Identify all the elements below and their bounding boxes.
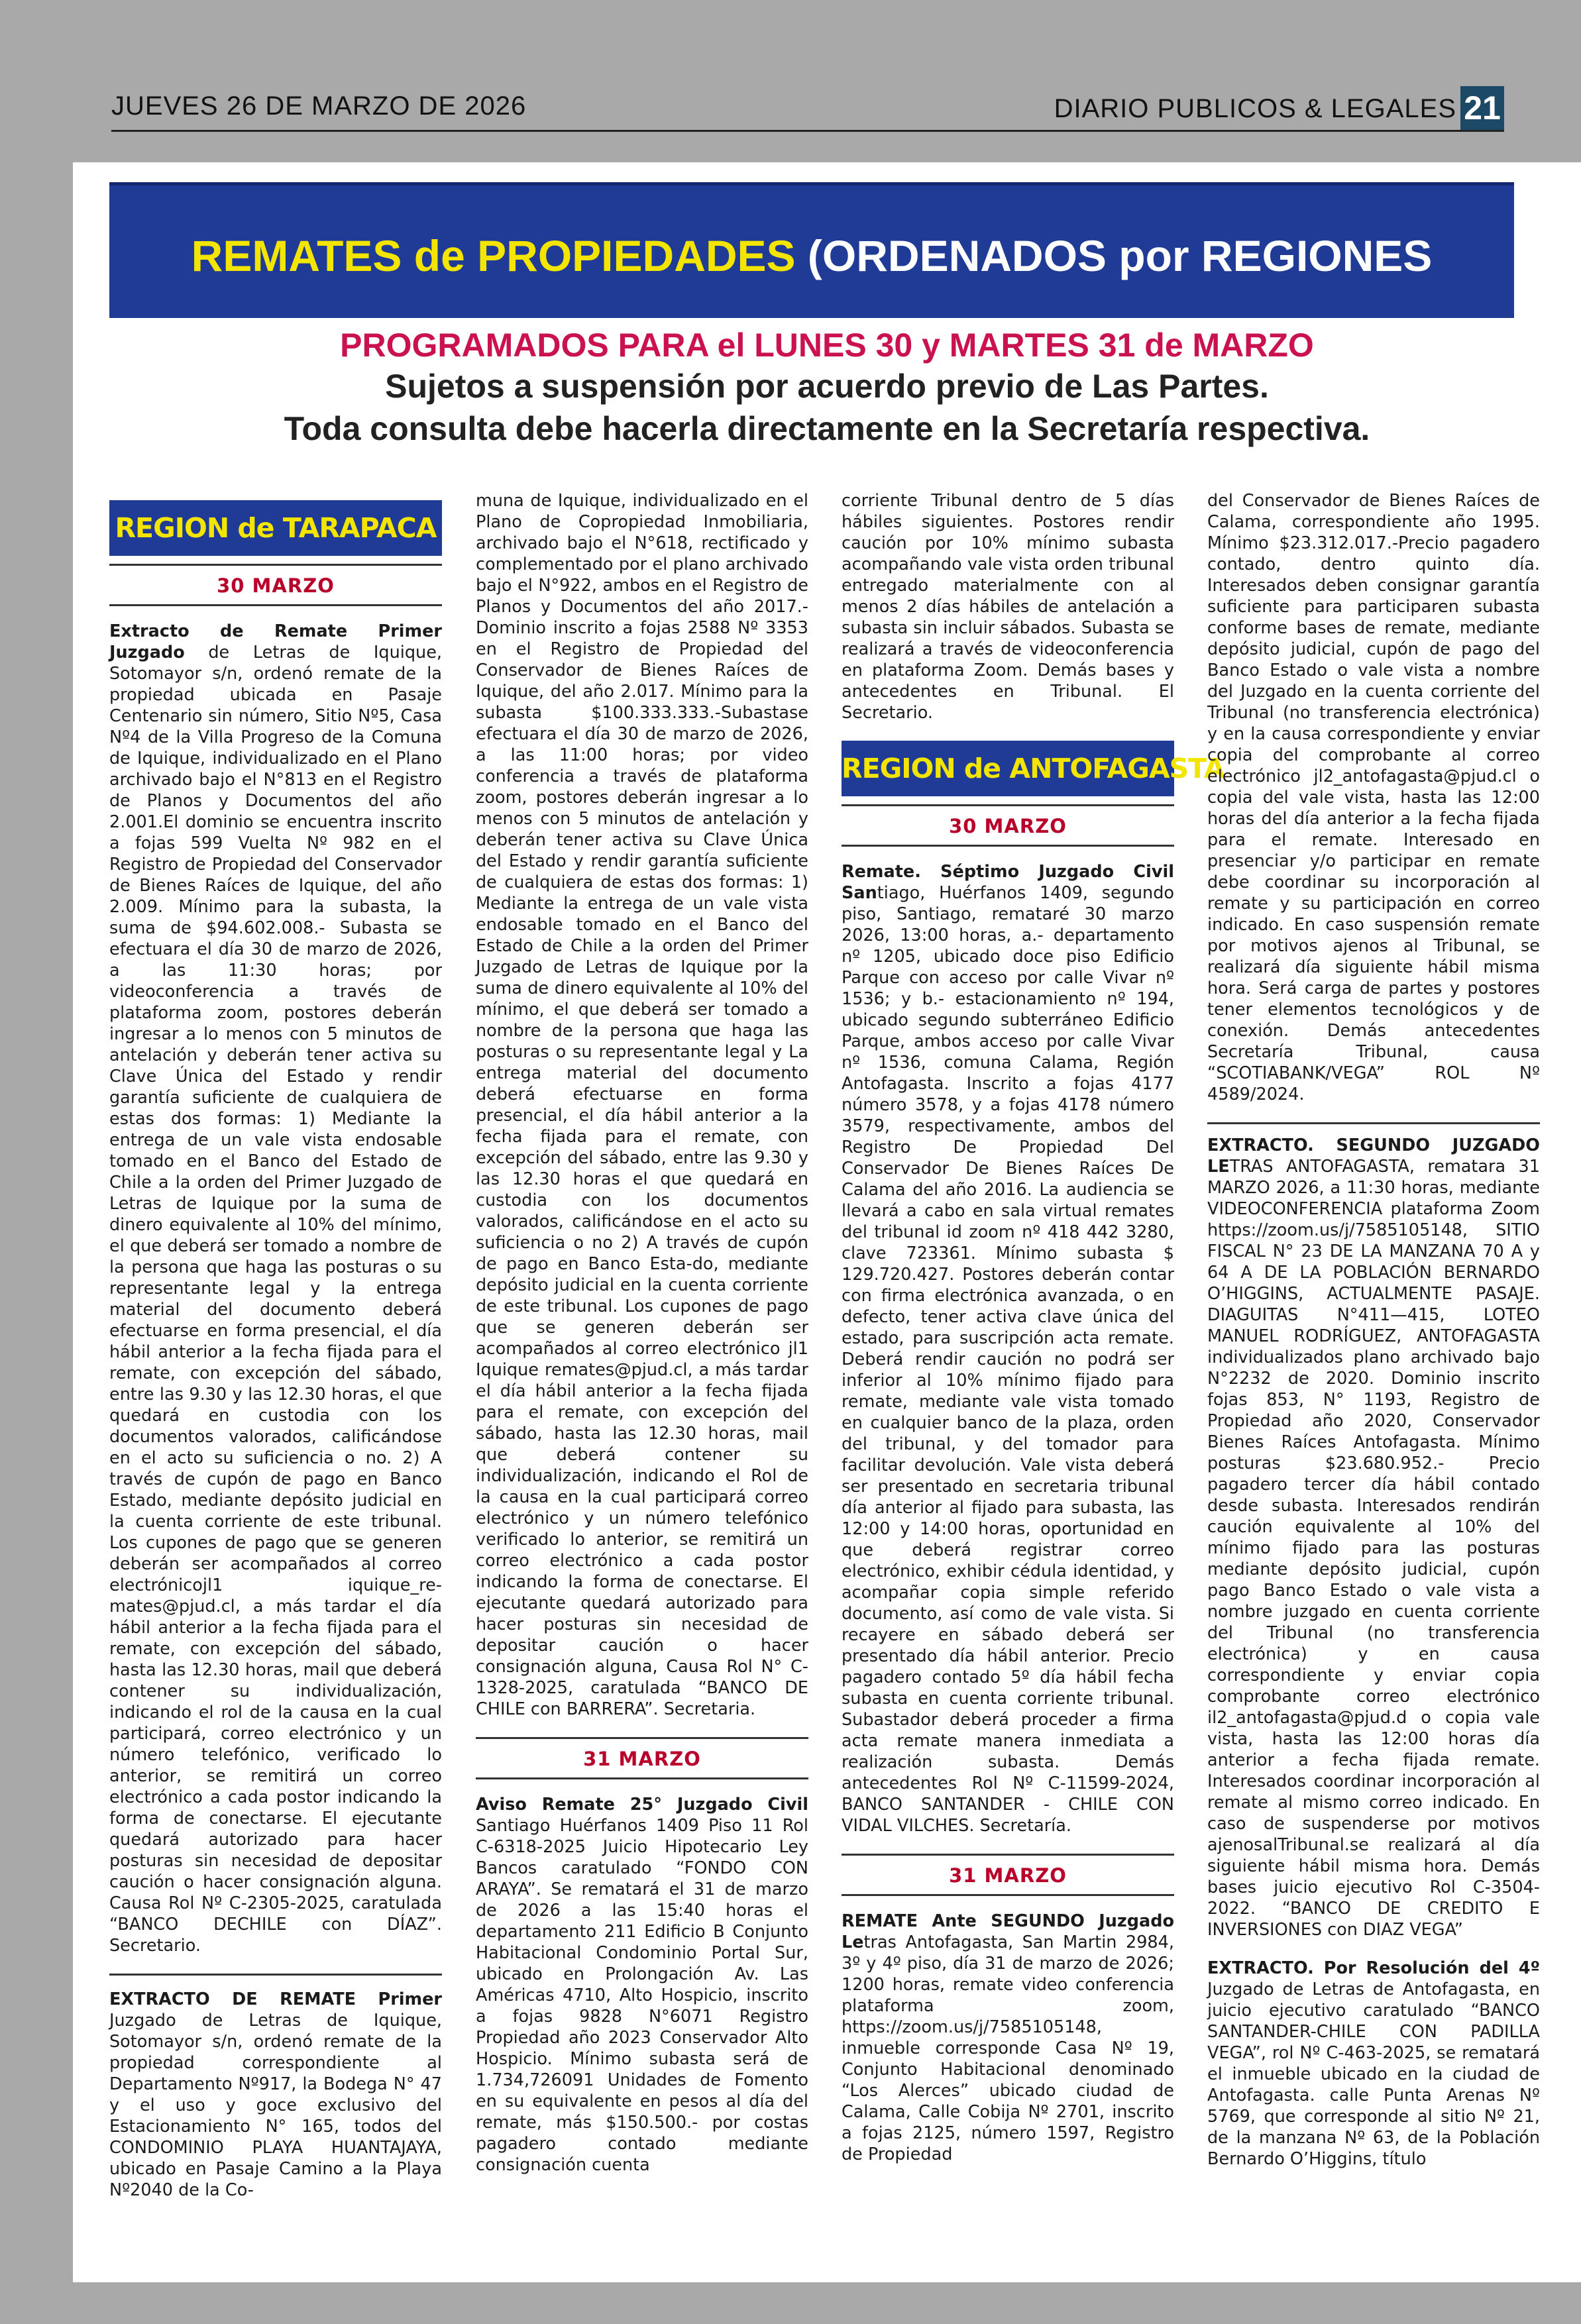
notice-1 — [109, 621, 442, 1956]
notice-2-body: Juzgado de Letras de Iquique, Sotomayor s/n, ordenó remate de la propiedad correspondiente al Departamento Nº917, la Bodega N° 47 y el uso y goce exclusivo del Estacionamiento N° 165, todos del CONDOMINIO PLAYA HUANTAJAYA, ubicado en Pasaje Camino a la Playa Nº2040 de la Co- — [109, 2011, 442, 2200]
banner-title — [109, 231, 1514, 281]
notice-5-continued: del Conservador de Bienes Raíces de Calama, correspondiente año 1995. Mínimo $23.312.017.-Precio pagadero contado, dentro quinto día. Interesados deben consignar garantía suficiente para participaren subasta conforme bases de remate, mediante depósito judicial, cupón de pago del Banco Estado o vale vista a nombre del Juzgado en la cuenta corriente del Tribunal (no transferencia electrónica) y en la causa correspondiente y enviar copia del comprobante al correo electrónico jl2_antofagasta@pjud.cl o copia del vale vista, hasta las 12:00 horas del día anterior a la fecha fijada para el remate. Interesado en presenciar y/o participar en remate debe coordinar su incorporación al remate y su participación en correo indicado. En caso suspensión remate por motivos ajenos al Tribunal, se realizará día siguiente hábil misma hora. Será carga de partes y postores tener elementos tecnológicos y de conexión. Demás antecedentes Secretaría Tribunal, causa “SCOTIABANK/VEGA” ROL Nº 4589/2024. — [1207, 491, 1540, 1104]
column-4 — [1207, 490, 1540, 2187]
notice-5 — [842, 1911, 1174, 2165]
date-heading: 31 MARZO — [583, 1748, 701, 1770]
notice-3-continued: corriente Tribunal dentro de 5 días hábiles siguientes. Postores rendir caución por 10% mínimo subasta acompañando vale vista orden tribunal entregado materialmente con al menos 2 días hábiles de antelación a subasta sin incluir sábados. Subasta se realizará a través de videoconferencia en plataforma Zoom. Demás bases y antecedentes en Tribunal. El Secretario. — [842, 491, 1174, 723]
notice-3-body: Santiago Huérfanos 1409 Piso 11 Rol C-6318-2025 Juicio Hipotecario Ley Bancos caratulado “FONDO CON ARAYA”. Se rematará el 31 de marzo de 2026 a las 15:40 horas el departamento 211 Edificio B Conjunto Habitacional Condominio Portal Sur, ubicado en Prolongación Av. Las Américas 4710, Alto Hospicio, inscrito a fojas 9828 N°6071 Registro Propiedad año 2023 Conservador Alto Hospicio. Mínimo subasta será de 1.734,726091 Unidades de Fomento en su equivalente en pesos al día del remate, más $150.500.- por costas pagadero contado mediante consignación cuenta — [476, 1816, 808, 2175]
notice-6-body: TRAS ANTOFAGASTA, rematara 31 MARZO 2026, a 11:30 horas, mediante VIDEOCONFERENCIA plataforma Zoom https://zoom.us/j/7585105148, SITIO FISCAL N° 23 DE LA MANZANA 70 A y 64 A DE LA POBLACIÓN BERNARDO O’HIGGINS, ACTUALMENTE PASAJE. DIAGUITAS N°411—415, LOTEO MANUEL RODRÍGUEZ, ANTOFAGASTA individualizados plano archivado bajo N°2232 de 2020. Dominio inscrito fojas 853, N° 1193, Registro de Propiedad año 2020, Conservador Bienes Raíces Antofagasta. Mínimo posturas $23.680.952.- Precio pagadero tercer día hábil contado desde subasta. Interesados rendirán caución equivalente al 10% del mínimo fijado para las posturas mediante depósito judicial, cupón pago Banco Estado o vale vista a nombre juzgado en cuenta corriente del Tribunal (no transferencia electrónica) y en causa correspondiente y enviar copia comprobante correo electrónico il2_antofagasta@pjud.d o copia vale vista, hasta las 12:00 horas día anterior a fecha fijada remate. Interesados coordinar incorporación al remate al mismo correo indicado. En caso de suspenderse por motivos ajenosalTribunal.se realizará al día siguiente hábil misma hora. Demás bases juicio ejecutivo Rol C-3504-2022. “BANCO DE CREDITO E INVERSIONES con DIAZ VEGA” — [1207, 1157, 1540, 1940]
date-heading: 31 MARZO — [949, 1864, 1067, 1887]
divider — [1207, 1122, 1540, 1124]
notice-1-lead: Extracto de Remate Primer Juzgado — [109, 621, 442, 662]
divider — [109, 604, 442, 606]
column-3 — [842, 490, 1225, 2182]
notice-6 — [1207, 1135, 1540, 1940]
suspension-line: Sujetos a suspensión por acuerdo previo de Las Partes. — [385, 368, 1269, 405]
notice-5-body: tras Antofagasta, San Martin 2984, 3º y 4º piso, día 31 de marzo de 2026; 1200 horas, remate video conferencia plataforma zoom, https://zoom.us/j/7585105148, inmueble corresponde Casa Nº 19, Conjunto Habitacional denominado “Los Alerces” ubicado ciudad de Calama, Calle Cobija Nº 2701, inscrito a fojas 2125, número 1597, Registro de Propiedad — [842, 1932, 1174, 2164]
notice-7-lead: EXTRACTO. Por Resolución del 4º — [1207, 1958, 1540, 1978]
banner-title-main: REMATES de PROPIEDADES — [191, 231, 796, 280]
page-number: 21 — [1460, 86, 1504, 130]
divider — [842, 1894, 1174, 1896]
section-banner — [109, 182, 1514, 318]
notice-1-body: de Letras de Iquique, Sotomayor s/n, ordenó remate de la propiedad ubicada en Pasaje Centenario sin número, Sitio Nº5, Casa Nº4 de la Villa Progreso de la Comuna de Iquique, individualizado en el Plano archivado bajo el N°813 en el Registro de Planos y Documentos del año 2.001.El dominio se encuentra inscrito a fojas 599 Vuelta Nº 982 en el Registro de Propiedad del Conservador de Bienes Raíces de Iquique, del año 2.009. Mínimo para la subasta, la suma de $94.602.008.- Subasta se efectuara el día 30 de marzo de 2026, a las 11:30 horas; por videoconferencia a través de plataforma zoom, postores deberán ingresar a lo menos con 5 minutos de antelación y deberán tener activa su Clave Única del Estado y rendir garantía suficiente de cualquiera de estas dos formas: 1) Mediante la entrega de un vale vista endosable tomado en el Banco del Estado de Chile a la orden del Primer Juzgado de Letras de Iquique por la suma de dinero equivalente al 10% del mínimo, el que deberá ser tomado a nombre de la persona que haga las posturas o su representante legal y la entrega material del documento deberá efectuarse en forma presencial, el día hábil anterior a la fecha fijada para el remate, con excepción del sábado, entre las 9.30 y las 12.30 horas, el que quedará en custodia con los documentos valorados, calificándose en el acto su suficiencia o no. 2) A través de cupón de pago en Banco Estado, mediante depósito judicial en la cuenta corriente de este tribunal. Los cupones de pago que se generen deberán ser acompañados al correo electrónicojl1 iquique_re-mates@pjud.cl, a más tardar el día hábil anterior a la fecha fijada para el remate, con excepción del sábado, hasta las 12.30 horas, mail que deberá contener su individualización, indicando el rol de la causa en la cual participará, correo electrónico y un número telefónico, verificado lo anterior, se remitirá un correo electrónico a cada postor indicando la forma de conectarse. El ejecutante quedará autorizado para hacer posturas sin necesidad de depositar caución o hacer consignación alguna. Causa Rol Nº C-2305-2025, caratulada “BANCO DECHILE con DÍAZ”. Secretario. — [109, 643, 442, 1956]
notice-5-lead: REMATE Ante SEGUNDO Juzgado Le — [842, 1911, 1174, 1952]
banner-title-sub: (ORDENADOS por REGIONES — [807, 231, 1433, 280]
column-2 — [476, 490, 808, 2193]
publication-name: DIARIO PUBLICOS & LEGALES — [1054, 94, 1456, 123]
divider — [109, 1974, 442, 1976]
notice-7 — [1207, 1958, 1540, 2170]
notice-2 — [109, 1989, 442, 2201]
page-sheet — [73, 162, 1581, 2282]
column-1 — [109, 494, 442, 2218]
issue-date: JUEVES 26 DE MARZO DE 2026 — [111, 91, 527, 121]
consult-line: Toda consulta debe hacerla directamente en la Secretaría respectiva. — [284, 410, 1370, 447]
intro-block — [73, 325, 1581, 450]
region-heading-antofagasta: REGION de ANTOFAGASTA — [842, 741, 1174, 796]
schedule-line: PROGRAMADOS PARA el LUNES 30 y MARTES 31 de MARZO — [340, 327, 1314, 364]
notice-3 — [476, 1794, 808, 2176]
notice-7-body: Juzgado de Letras de Antofagasta, en juicio ejecutivo caratulado “BANCO SANTANDER-CHILE CON PADILLA VEGA”, rol Nº C-463-2025, se rematará el inmueble ubicado en la ciudad de Antofagasta. calle Punta Arenas Nº 5769, que corresponde al sitio Nº 21, de la manzana Nº 63, de la Población Bernardo O’Higgins, título — [1207, 1980, 1540, 2169]
notice-4-lead: Remate. Séptimo Juzgado Civil San — [842, 862, 1174, 903]
divider — [842, 845, 1174, 847]
page-header — [111, 86, 1504, 132]
notice-4 — [842, 861, 1174, 1836]
notice-6-lead: EXTRACTO. SEGUNDO JUZGADO LE — [1207, 1136, 1540, 1177]
divider — [476, 1777, 808, 1779]
notice-4-body: tiago, Huérfanos 1409, segundo piso, Santiago, remataré 30 marzo 2026, 13:00 horas, a.- departamento nº 1205, ubicado doce piso Edificio Parque con acceso por calle Vivar nº 1536; y b.- estacionamiento nº 194, ubicado segundo subterráneo Edificio Parque, ambos acceso por calle Vivar nº 1536, comuna Calama, Región Antofagasta. Inscrito a fojas 4177 número 3578, y a fojas 4178 número 3579, respectivamente, ambos del Registro De Propiedad Del Conservador De Bienes Raíces De Calama del año 2016. La audiencia se llevará a cabo en sala virtual remates del tribunal id zoom nº 418 442 3280, clave 723361. Mínimo subasta $ 129.720.427. Postores deberán contar con firma electrónica avanzada, o en defecto, tener activa clave única del estado, para suscripción acta remate. Deberá rendir caución no podrá ser inferior al 10% mínimo fijado para remate, mediante vale vista tomado en cualquier banco de la plaza, orden del tribunal, y del tomador para facilitar devolución. Vale vista deberá ser presentado en secretaria tribunal día anterior al fijado para subasta, las 12:00 y 14:00 horas, oportunidad en que deberá registrar correo electrónico, exhibir cédula identidad, y acompañar copia simple referido documento, así como de vale vista. Si recayere en sábado deberá ser presentado día hábil anterior. Precio pagadero contado 5º día hábil fecha subasta en cuenta corriente tribunal. Subastador deberá proceder a firma acta remate manera inmediata a realización subasta. Demás antecedentes Rol Nº C-11599-2024, BANCO SANTANDER - CHILE CON VIDAL VILCHES. Secretaría. — [842, 883, 1174, 1836]
notice-2-continued: muna de Iquique, individualizado en el Plano de Copropiedad Inmobiliaria, archivado bajo el N°618, rectificado y complementado por el plano archivado bajo el N°922, ambos en el Registro de Planos y Documentos del año 2017.- Dominio inscrito a fojas 2588 Nº 3353 en el Registro de Propiedad del Conservador de Bienes Raíces de Iquique, del año 2.017. Mínimo para la subasta $100.333.333.-Subastase efectuara el día 30 de marzo de 2026, a las 11:00 horas; por video conferencia a través de plataforma zoom, postores deberán ingresar a lo menos con 5 minutos de antelación y deberán tener activa su Clave Única del Estado y rendir garantía suficiente de cualquiera de estas dos formas: 1) Mediante la entrega de un vale vista endosable tomado en el Banco del Estado de Chile a la orden del Primer Juzgado de Letras de Iquique por la suma de dinero equivalente al 10% del mínimo, el que deberá ser tomado a nombre de la persona que haga las posturas o su representante legal y La entrega material del documento deberá efectuarse en forma presencial, el día hábil anterior a la fecha fijada para el remate, con excepción del sábado, entre las 9.30 y las 12.30 horas el que quedará en custodia con los documentos valorados, calificándose en el acto su suficiencia o no 2) A través de cupón de pago en Banco Esta-do, mediante depósito judicial en la cuenta corriente de este tribunal. Los cupones de pago que se generen deberán ser acompañados al correo electrónico jl1 Iquique remates@pjud.cl, a más tardar el día hábil anterior a la fecha fijada para el remate, con excepción del sábado, hasta las 12.30 horas, mail que deberá contener su individualización, indicando el Rol de la causa en la cual participará correo electrónico y un número telefónico verificado lo anterior, se remitirá un correo electrónico a cada postor indicando la forma de conectarse. El ejecutante quedará autorizado para hacer posturas sin necesidad de depositar caución o hacer consignación alguna, Causa Rol N° C-1328-2025, caratulada “BANCO DE CHILE con BARRERA”. Secretaria. — [476, 491, 808, 1719]
region-heading-tarapaca: REGION de TARAPACA — [109, 500, 442, 556]
date-heading: 30 MARZO — [217, 574, 335, 597]
notice-2-lead: EXTRACTO DE REMATE Primer — [109, 1989, 442, 2009]
notice-3-lead: Aviso Remate 25° Juzgado Civil — [476, 1795, 808, 1815]
date-heading: 30 MARZO — [949, 815, 1067, 837]
